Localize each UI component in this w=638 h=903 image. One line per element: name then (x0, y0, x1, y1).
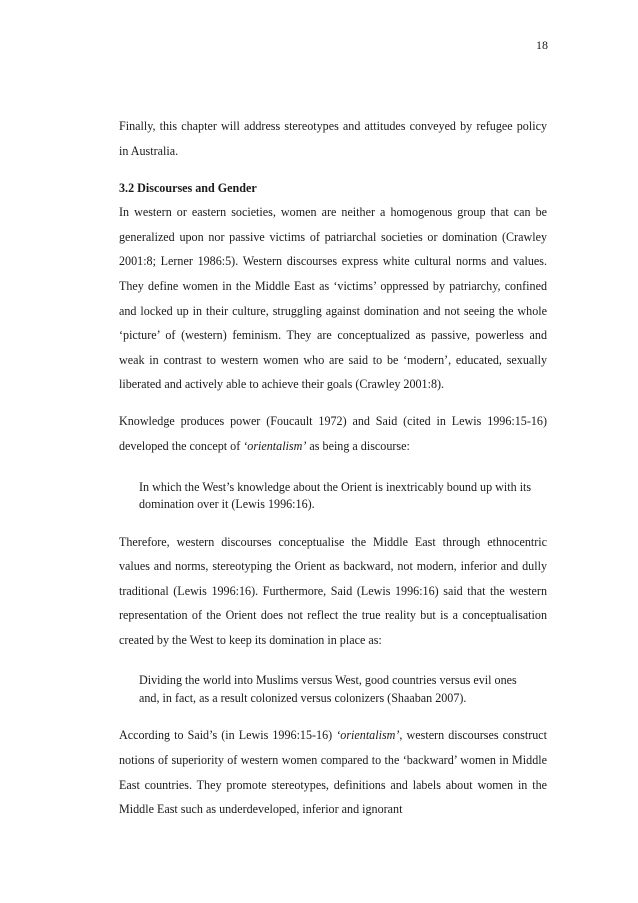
quote-spacer (119, 514, 547, 530)
orientalism-term: ‘orientalism’ (336, 728, 400, 743)
quote-spacer (119, 652, 547, 672)
section-heading: 3.2 Discourses and Gender (119, 180, 257, 195)
paragraph-according (119, 723, 547, 821)
paragraph-knowledge-text-start: Knowledge produces power (Foucault 1972) and Said (cited in Lewis 1996:15-16) developed the concept of (119, 414, 547, 453)
block-quote-shaaban: Dividing the world into Muslims versus West, good countries versus evil ones and, in fact, as a result colonized versus colonizers (Shaaban 2007). (139, 673, 517, 705)
paragraph-therefore: Therefore, western discourses conceptualise the Middle East through ethnocentric values and norms, stereotyping the Orient as backward, not modern, inferior and dully traditional (Lewis 1996:16). Furthermore, Said (Lewis 1996:16) said that the western representation of the Orient does not reflect the true reality but is a conceptualisation created by the West to keep its domination in place as: (119, 534, 547, 647)
paragraph-according-text-end: , western discourses construct notions of superiority of western women compared to the ‘backward’ women in Middle East countries. They promote stereotypes, definitions and labels about women in the Middle East such as underdeveloped, inferior and ignorant (119, 728, 547, 817)
paragraph-spacer (119, 397, 547, 409)
orientalism-term: ‘orientalism’ (243, 438, 307, 453)
paragraph-discourses: In western or eastern societies, women are neither a homogenous group that can be generalized upon nor passive victims of patriarchal societies or domination (Crawley 2001:8; Lerner 1986:5). Western discourses express white cultural norms and values. They define women in the Middle East as ‘victims’ oppressed by patriarchy, confined and locked up in their culture, struggling against domination and not seeing the whole ‘picture’ of (western) feminism. They are conceptualized as passive, powerless and weak in contrast to western women who are said to be ‘modern’, educated, sexually liberated and actively able to achieve their goals (Crawley 2001:8). (119, 205, 547, 392)
paragraph-knowledge (119, 409, 547, 458)
page-number: 18 (536, 38, 548, 52)
paragraph-according-text-start: According to Said’s (in Lewis 1996:15-16) (119, 728, 337, 743)
paragraph-knowledge-text-end: as being a discourse: (306, 438, 410, 453)
page-body (119, 114, 547, 822)
quote-spacer (119, 459, 547, 479)
paragraph-spacer (119, 163, 547, 175)
block-quote-lewis: In which the West’s knowledge about the Orient is inextricably bound up with its domination over it (Lewis 1996:16). (139, 479, 532, 511)
quote-spacer (119, 707, 547, 723)
paragraph-intro: Finally, this chapter will address stereotypes and attitudes conveyed by refugee policy in Australia. (119, 119, 547, 158)
